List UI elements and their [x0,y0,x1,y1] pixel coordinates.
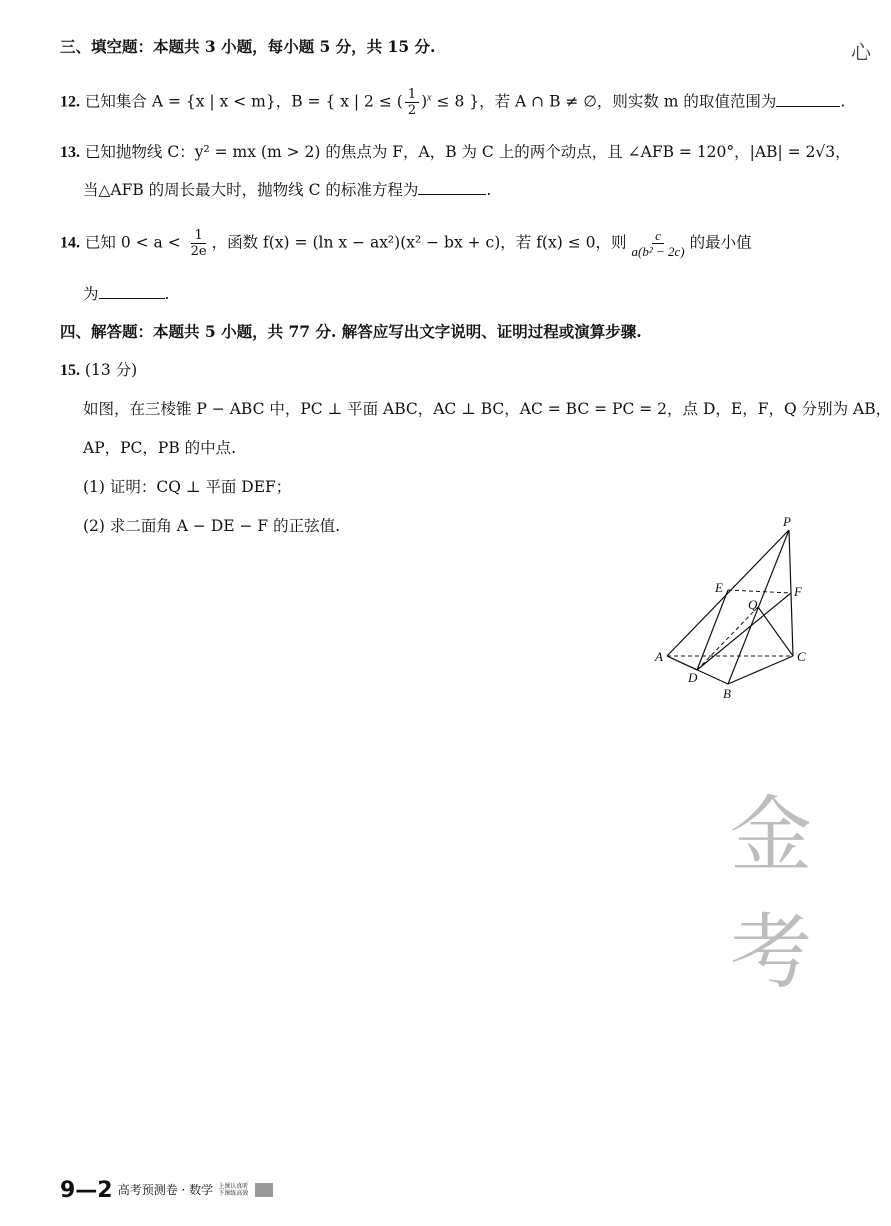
footer-tagline [218,1183,248,1197]
label-Q: Q [748,597,758,612]
q12-text-b: ，若 A ∩ B ≠ ∅，则实数 m 的取值范围为 [479,92,777,111]
q15-line-1: 如图，在三棱锥 P − ABC 中，PC ⊥ 平面 ABC，AC ⊥ BC，AC = BC = PC = 2，点 D，E，F，Q 分别为 AB， [83,400,891,418]
tagline-2: 下课练高效 [218,1190,249,1197]
page-number: 9—2 [60,1178,113,1203]
label-D: D [688,670,698,685]
label-F: F [794,584,802,599]
q14-text-a: 已知 0 < a < [80,233,186,252]
label-A: A [655,649,663,664]
tagline-1: 上课认真听 [218,1183,249,1190]
footer-logo-icon [255,1183,273,1197]
segment-EF-hidden [728,590,791,593]
fraction-numerator: c [652,228,664,244]
segment-AD [667,656,697,670]
q15-line-2: AP，PC，PB 的中点. [83,439,237,457]
q12-exponent: x [427,92,432,104]
question-12: 12. 已知集合 A = {x | x < m}，B = { x | 2 ≤ ( $\frac{1}{2}$ )$^x$ ≤ 8 }，若 A ∩ B ≠ ∅，则实数 m 的取值范围为 . [60,87,846,118]
label-P: P [783,514,791,529]
q15-part-1: (1) 证明：CQ ⊥ 平面 DEF； [83,478,292,496]
fraction-numerator: 1 [405,87,419,103]
q14-text-c: 的最小值 [689,233,752,252]
fraction-denominator: 2e [190,244,207,259]
footer-title: 高考预测卷 · 数学 [117,1183,214,1197]
page-footer [60,1178,273,1203]
fraction-denominator: 2 [407,103,417,118]
fraction-denominator: a(b² − 2c) [631,244,685,259]
section-4-heading: 四、解答题：本题共 5 小题，共 77 分. 解答应写出文字说明、证明过程或演算步骤. [60,322,642,341]
q12-end: . [840,92,846,111]
q12-set-b-right: ≤ 8 } [431,92,480,111]
question-number: 12. [60,93,80,111]
question-number: 14. [60,234,80,252]
segment-DQ-hidden [697,607,758,670]
q13-line-2: 当△AFB 的周长最大时，抛物线 C 的标准方程为 [83,181,419,199]
watermark-logo: 金考 [730,788,807,1000]
fraction-numerator: 1 [191,228,205,244]
q13-end: . [486,181,492,199]
q15-part-2: (2) 求二面角 A − DE − F 的正弦值. [83,517,341,535]
q14-end: . [164,285,170,303]
page-edge-glyph: 心 [851,40,871,64]
q15-score: (13 分) [80,361,138,379]
question-number: 13. [60,144,80,161]
q12-text-a: 已知集合 A = {x | x < m}，B = [80,92,326,111]
section-3-heading: 三、填空题：本题共 3 小题，每小题 5 分，共 15 分. [60,37,436,56]
q13-line-1: 已知抛物线 C：y² = mx (m > 2) 的焦点为 F，A，B 为 C 上的两个动点，且 ∠AFB = 120°，|AB| = 2√3， [80,143,851,161]
q12-set-b-left: { x | 2 ≤ [325,92,397,111]
q14-text-b: ，函数 f(x) = (ln x − ax²)(x² − bx + c)，若 f(x) ≤ 0，则 [211,233,627,252]
question-number: 15. [60,362,80,379]
label-C: C [797,649,806,664]
q14-line-2: 为 [83,285,99,303]
label-E: E [715,580,723,595]
label-B: B [723,686,731,701]
segment-QC [758,607,793,656]
edge-PA [667,530,789,656]
segment-DF [697,593,791,670]
